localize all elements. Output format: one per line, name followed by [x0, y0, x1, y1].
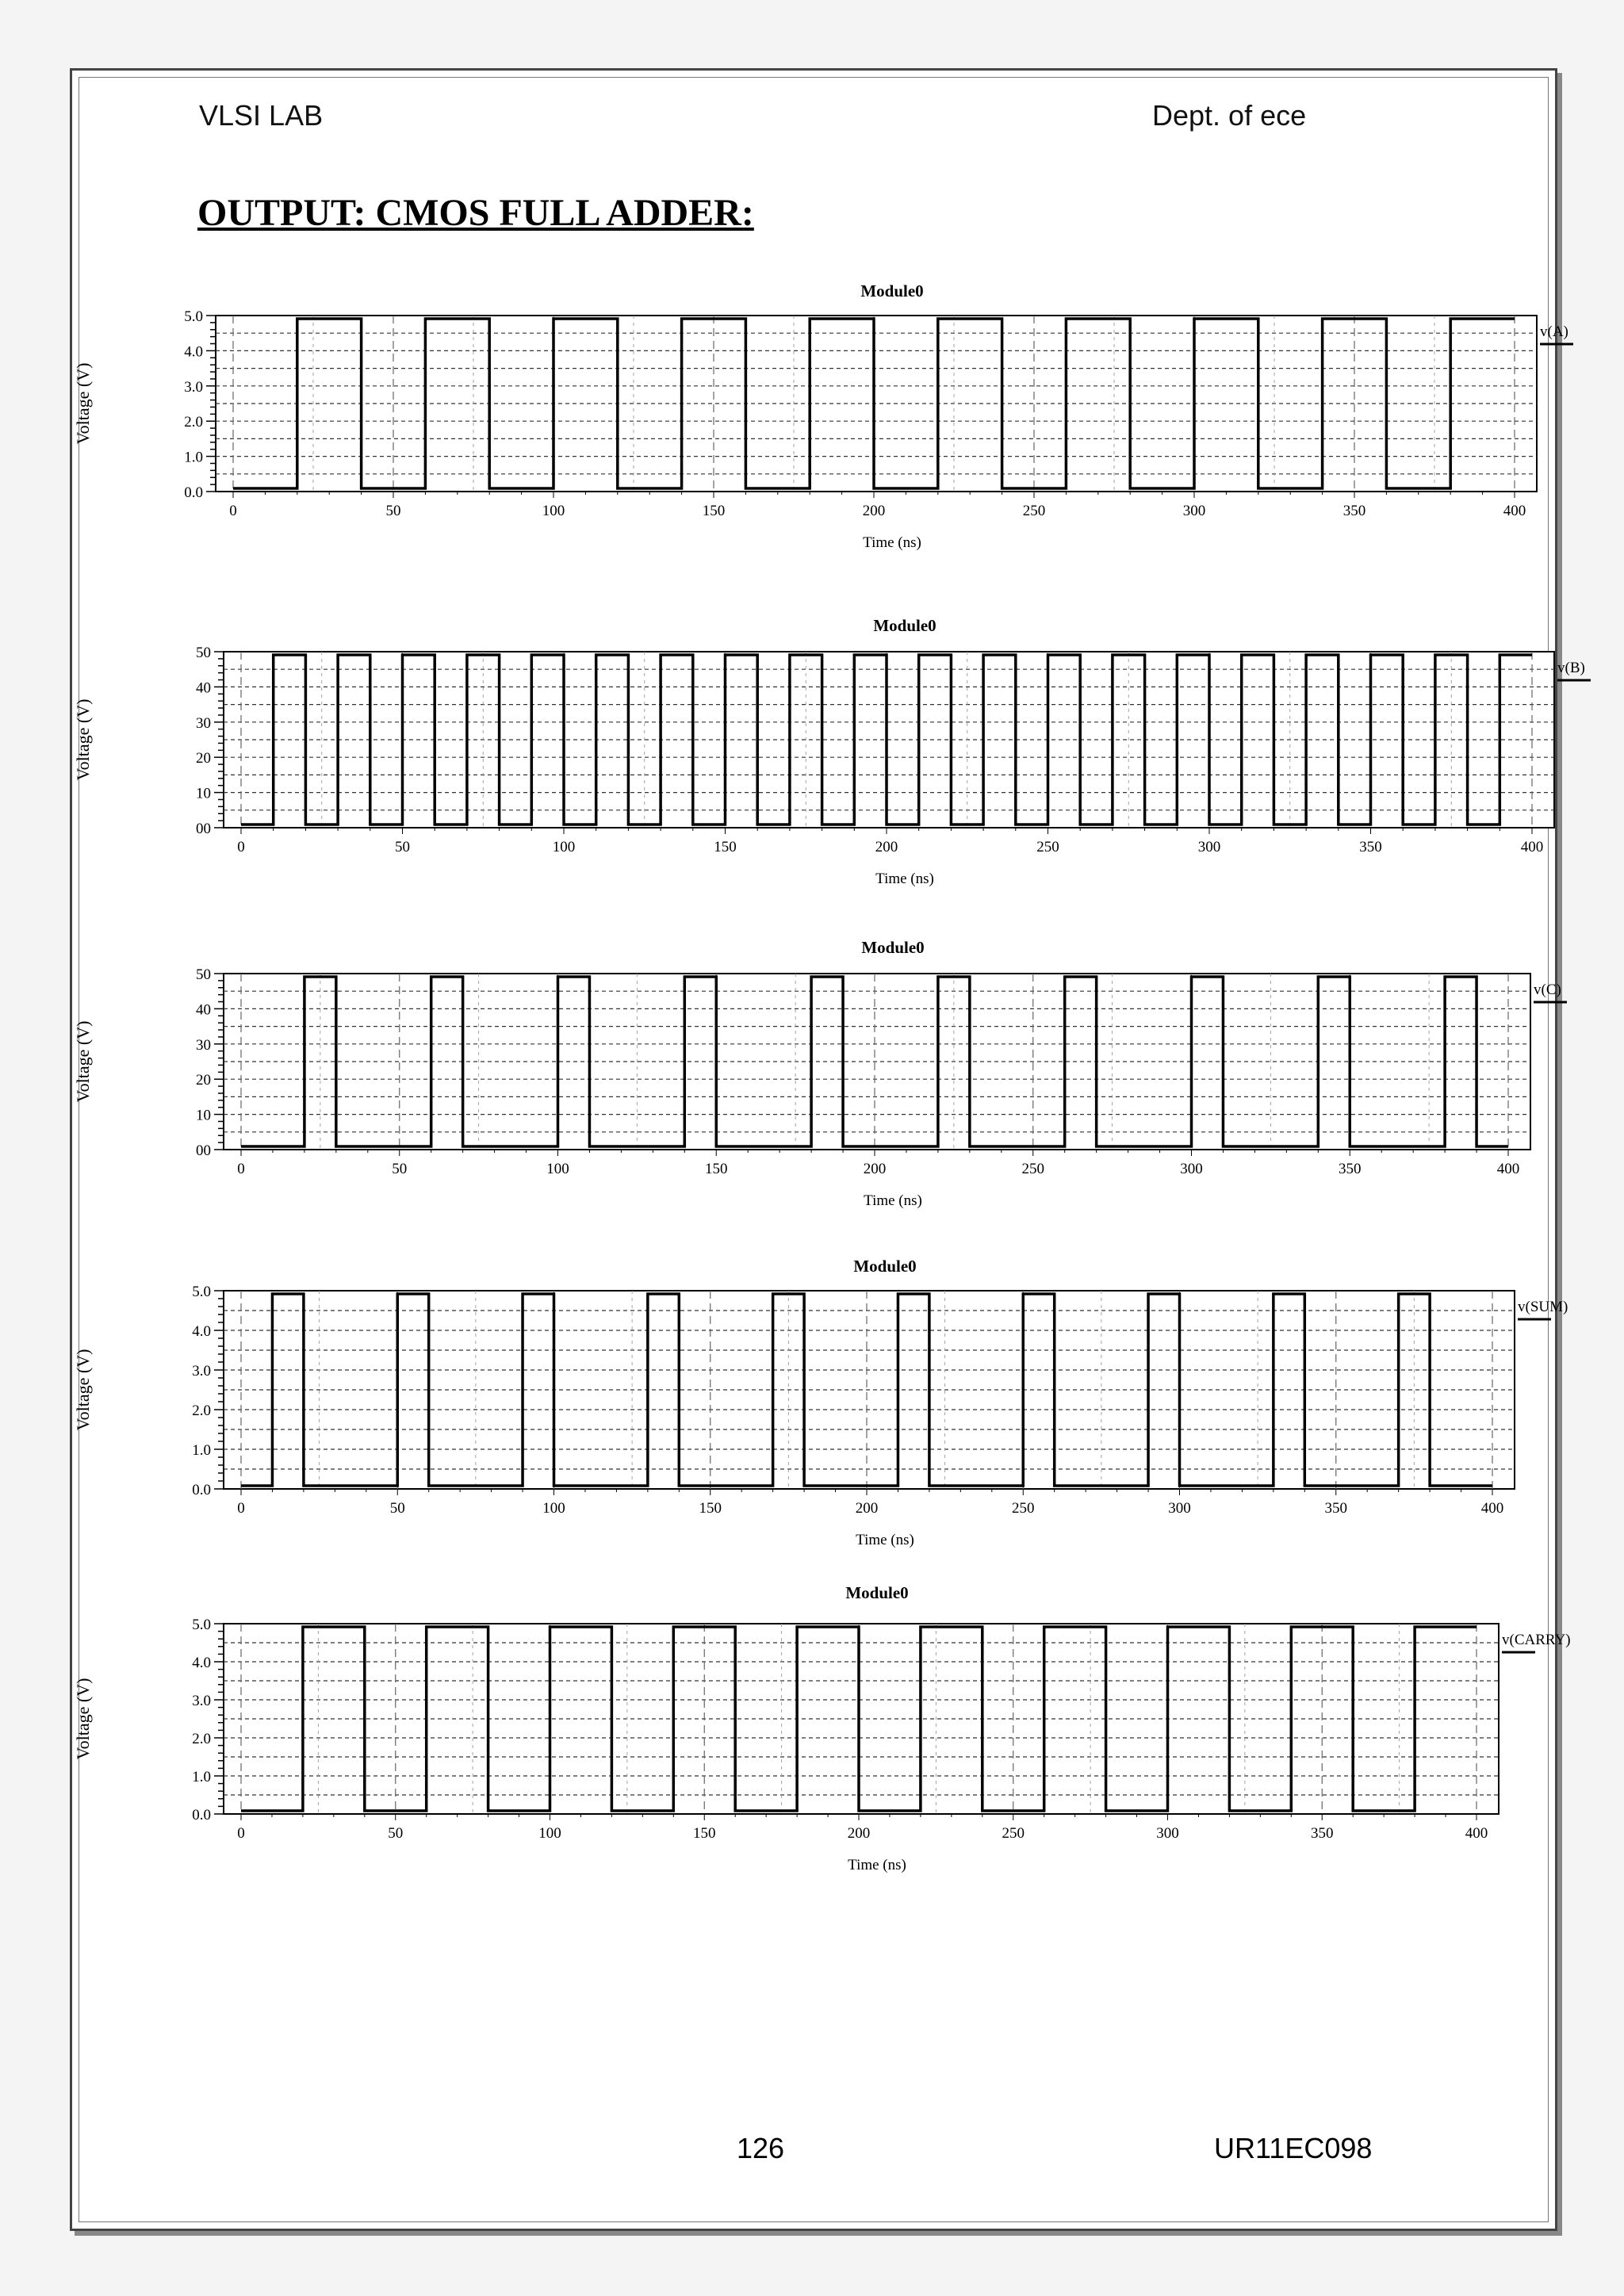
- y-tick-label: 4.0: [184, 343, 203, 361]
- chart-4: [73, 1257, 1568, 1548]
- legend-label: v(CARRY): [1502, 1632, 1571, 1648]
- x-tick-label: 400: [1503, 503, 1526, 519]
- chart-title: Module0: [845, 1583, 909, 1602]
- waveform-va: [233, 319, 1515, 488]
- legend-label: v(C): [1534, 982, 1561, 998]
- y-tick-label: 40: [196, 679, 211, 697]
- chart-2: [73, 616, 1591, 887]
- x-tick-label: 300: [1180, 1161, 1203, 1177]
- header-department: Dept. of ece: [1152, 99, 1307, 132]
- legend-label: v(SUM): [1518, 1299, 1568, 1315]
- x-tick-label: 0: [237, 1825, 245, 1842]
- x-tick-label: 200: [855, 1500, 879, 1517]
- x-tick-label: 100: [538, 1825, 561, 1842]
- y-tick-label: 50: [196, 966, 211, 983]
- y-tick-label: 3.0: [192, 1363, 211, 1380]
- x-tick-label: 100: [542, 1500, 565, 1517]
- page-number: 126: [737, 2132, 785, 2164]
- y-tick-label: 00: [196, 1142, 211, 1159]
- y-tick-label: 40: [196, 1001, 211, 1019]
- y-tick-label: 1.0: [192, 1442, 211, 1459]
- x-axis-label: Time (ns): [856, 1532, 914, 1548]
- x-tick-label: 100: [546, 1161, 569, 1177]
- chart-title: Module0: [861, 938, 925, 957]
- x-tick-label: 350: [1324, 1500, 1347, 1517]
- y-tick-label: 4.0: [192, 1323, 211, 1340]
- y-tick-label: 4.0: [192, 1655, 211, 1671]
- x-tick-label: 400: [1480, 1500, 1504, 1517]
- x-tick-label: 50: [389, 1500, 405, 1517]
- x-tick-label: 300: [1168, 1500, 1191, 1517]
- chart-title: Module0: [860, 281, 924, 300]
- chart-3: [73, 938, 1567, 1209]
- x-tick-label: 0: [237, 1500, 245, 1517]
- x-tick-label: 100: [542, 503, 565, 519]
- y-tick-label: 2.0: [192, 1731, 211, 1747]
- y-tick-label: 10: [196, 1107, 211, 1124]
- x-tick-label: 200: [863, 1161, 887, 1177]
- x-tick-label: 200: [875, 839, 898, 855]
- x-tick-label: 50: [395, 839, 410, 855]
- y-tick-label: 00: [196, 821, 211, 837]
- y-tick-label: 5.0: [192, 1284, 211, 1300]
- chart-title: Module0: [873, 616, 936, 635]
- y-tick-label: 50: [196, 645, 211, 661]
- y-axis-label: Voltage (V): [73, 1349, 93, 1431]
- x-tick-label: 50: [385, 503, 401, 519]
- x-tick-label: 100: [552, 839, 576, 855]
- x-tick-label: 0: [237, 839, 245, 855]
- x-axis-label: Time (ns): [848, 1857, 906, 1873]
- y-tick-label: 1.0: [192, 1769, 211, 1785]
- header-lab-name: VLSI LAB: [199, 99, 324, 132]
- x-axis-label: Time (ns): [875, 871, 934, 887]
- y-tick-label: 30: [196, 714, 211, 732]
- y-tick-label: 3.0: [192, 1693, 211, 1709]
- y-axis-label: Voltage (V): [73, 362, 93, 445]
- x-tick-label: 0: [237, 1161, 245, 1177]
- x-tick-label: 150: [702, 503, 726, 519]
- x-tick-label: 350: [1342, 503, 1366, 519]
- y-tick-label: 2.0: [184, 414, 203, 431]
- chart-1: [73, 281, 1573, 551]
- y-tick-label: 20: [196, 750, 211, 767]
- waveform-vcarry: [241, 1627, 1477, 1811]
- x-tick-label: 200: [862, 503, 886, 519]
- y-tick-label: 3.0: [184, 378, 203, 396]
- x-tick-label: 150: [699, 1500, 722, 1517]
- chart-title: Module0: [853, 1257, 917, 1276]
- x-tick-label: 200: [847, 1825, 871, 1842]
- x-tick-label: 0: [229, 503, 237, 519]
- x-tick-label: 50: [392, 1161, 408, 1177]
- x-tick-label: 250: [1021, 1161, 1044, 1177]
- waveform-vb: [241, 655, 1532, 825]
- y-axis-label: Voltage (V): [73, 1678, 93, 1760]
- x-axis-label: Time (ns): [864, 1192, 922, 1209]
- x-axis-label: Time (ns): [863, 534, 921, 551]
- y-tick-label: 0.0: [192, 1807, 211, 1823]
- y-axis-label: Voltage (V): [73, 1020, 93, 1103]
- y-tick-label: 0.0: [192, 1482, 211, 1498]
- y-axis-label: Voltage (V): [73, 698, 93, 781]
- chart-5: [73, 1583, 1571, 1873]
- y-tick-label: 20: [196, 1072, 211, 1089]
- x-tick-label: 400: [1520, 839, 1544, 855]
- x-tick-label: 250: [1022, 503, 1046, 519]
- x-tick-label: 400: [1465, 1825, 1488, 1842]
- legend-label: v(A): [1540, 323, 1568, 340]
- x-tick-label: 300: [1156, 1825, 1179, 1842]
- x-tick-label: 350: [1339, 1161, 1362, 1177]
- y-tick-label: 0.0: [184, 484, 203, 501]
- x-tick-label: 250: [1012, 1500, 1035, 1517]
- y-tick-label: 5.0: [192, 1617, 211, 1633]
- x-tick-label: 50: [388, 1825, 404, 1842]
- y-tick-label: 10: [196, 785, 211, 802]
- x-tick-label: 300: [1197, 839, 1221, 855]
- y-tick-label: 5.0: [184, 308, 203, 325]
- x-tick-label: 250: [1002, 1825, 1025, 1842]
- roll-number: UR11EC098: [1214, 2132, 1373, 2164]
- page-title: OUTPUT: CMOS FULL ADDER:: [197, 192, 754, 234]
- y-tick-label: 1.0: [184, 449, 203, 466]
- x-tick-label: 250: [1036, 839, 1059, 855]
- x-tick-label: 150: [693, 1825, 716, 1842]
- x-tick-label: 300: [1182, 503, 1206, 519]
- x-tick-label: 400: [1496, 1161, 1520, 1177]
- x-tick-label: 150: [705, 1161, 728, 1177]
- x-tick-label: 350: [1359, 839, 1382, 855]
- x-tick-label: 350: [1311, 1825, 1334, 1842]
- y-tick-label: 30: [196, 1036, 211, 1054]
- x-tick-label: 150: [714, 839, 737, 855]
- legend-label: v(B): [1557, 660, 1585, 676]
- y-tick-label: 2.0: [192, 1402, 211, 1419]
